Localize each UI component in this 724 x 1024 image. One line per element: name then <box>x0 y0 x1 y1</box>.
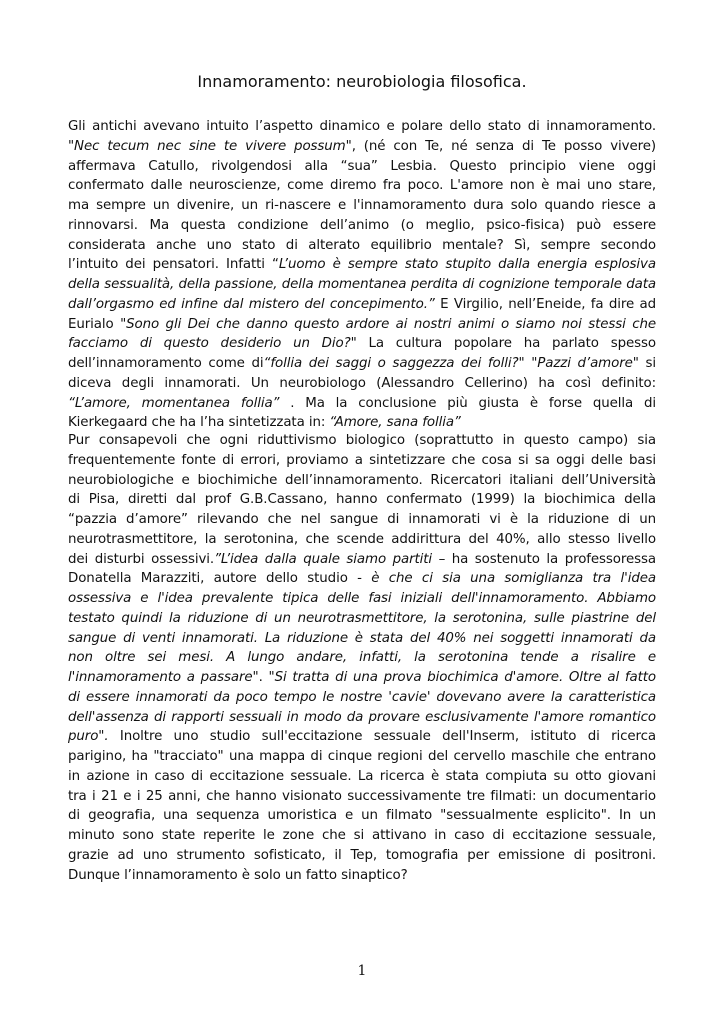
italic-quote: dall’orgasmo ed infine dal mistero del concepimento.” <box>68 296 435 312</box>
text-run: . Ma la conclusione più giusta è forse quella di <box>279 395 656 411</box>
text-line <box>68 295 656 315</box>
text-run: grazie ad uno strumento sofisticato, il Tep, tomografia per emissione di positroni. <box>68 847 656 863</box>
italic-quote: “follia dei saggi o saggezza dei folli?" "Pazzi d’amore" <box>263 356 639 371</box>
text-run: Eurialo <box>68 316 121 332</box>
text-run: Inoltre uno studio sull'eccitazione sessuale dell'Inserm, istituto di ricerca <box>108 729 656 745</box>
text-line <box>68 866 656 886</box>
text-line <box>68 530 656 550</box>
text-run: confermato dalle neuroscienze, come diremo fra poco. L'amore non è mai uno stare, <box>68 178 656 194</box>
text-line <box>68 767 656 787</box>
italic-quote: non oltre sei mesi. A lungo andare, infatti, la serotonina tende a risalire e <box>68 650 656 666</box>
italic-quote: Si tratta di una prova biochimica d'amore. Oltre al fatto <box>274 670 656 685</box>
text-line <box>68 471 656 491</box>
text-line <box>68 668 656 688</box>
text-line <box>68 727 656 747</box>
text-run: neurobiologiche e biochimiche dell’innamoramento. Ricercatori italiani dell’Università <box>68 472 656 488</box>
text-run: , (né con Te, né senza di Te posso vivere) <box>351 138 656 154</box>
text-line <box>68 137 656 157</box>
text-run: dei disturbi ossessivi. <box>68 551 215 567</box>
text-run: frequentemente fonte di errori, proviamo a sintetizzare che cosa si sa oggi delle basi <box>68 452 656 468</box>
text-run: tra i 21 e i 25 anni, che hanno visionato successivamente tre filmati: un documentario <box>68 788 656 804</box>
italic-quote: è che ci sia una somiglianza tra l'idea <box>371 571 656 587</box>
text-line <box>68 846 656 866</box>
text-run: La cultura popolare ha parlato spesso <box>356 336 656 352</box>
text-line <box>68 255 656 275</box>
text-line <box>68 354 656 374</box>
document-title: Innamoramento: neurobiologia filosofica. <box>197 72 527 91</box>
text-run: Dunque l’innamoramento è solo un fatto sinaptico? <box>68 867 408 883</box>
text-run: di geografia, una sequenza umoristica e un filmato "sessualmente esplicito". In un <box>68 808 656 824</box>
text-line <box>68 451 656 471</box>
text-run: Gli antichi avevano intuito l’aspetto dinamico e polare dello stato di innamoramento. <box>68 119 656 134</box>
text-line <box>68 275 656 295</box>
text-run: Donatella Marazziti, autore dello studio - <box>68 571 372 587</box>
italic-quote: l'innamoramento a passare <box>68 670 253 685</box>
italic-quote: “L’amore, momentanea follia” <box>68 395 280 411</box>
text-line <box>68 490 656 510</box>
text-run: E Virgilio, nell’Eneide, fa dire ad <box>434 296 656 312</box>
text-line <box>68 550 656 570</box>
text-line <box>68 629 656 649</box>
text-run: ma sempre un divenire, un ri-nascere e l'innamoramento dura solo quando riesce a <box>68 198 656 213</box>
text-run: l’intuito dei pensatori. Infatti “ <box>68 257 279 273</box>
text-run: neurotrasmettitore, la serotonina, che scende addirittura del 40%, allo stesso livello <box>68 531 656 547</box>
text-line <box>68 747 656 767</box>
paragraph-catullo <box>68 117 656 433</box>
text-run: considerata anche uno stato di alterato equilibrio mentale? Sì, sempre secondo <box>68 237 656 253</box>
text-line <box>68 315 656 335</box>
italic-quote: della sessualità, della passione, della momentanea perdita di cognizione temporale data <box>68 277 656 292</box>
paragraph-neurobiologia <box>68 431 656 885</box>
text-line <box>68 431 656 451</box>
text-line <box>68 589 656 609</box>
text-line <box>68 394 656 414</box>
text-line <box>68 708 656 728</box>
text-line <box>68 688 656 708</box>
italic-quote: puro". <box>68 729 109 745</box>
text-line <box>68 216 656 236</box>
text-line <box>68 374 656 394</box>
text-line <box>68 787 656 807</box>
text-line <box>68 117 656 137</box>
text-run: in azione in caso di eccitazione sessuale. La ricerca è stata compiuta su otto giovani <box>68 768 656 784</box>
italic-quote: "Sono gli Dei che danno questo ardore ai nostri animi o siamo noi stessi che <box>120 316 656 332</box>
text-line <box>68 196 656 216</box>
text-line <box>68 236 656 256</box>
text-run: Kierkegaard che ha l’ha sintetizzata in: <box>68 415 330 431</box>
italic-quote: L’uomo è sempre stato stupito dalla energia esplosiva <box>278 257 656 273</box>
text-run: parigino, ha "tracciato" una mappa di cinque regioni del cervello maschile che entrano <box>68 749 656 764</box>
text-run: dell’innamoramento come di <box>68 356 264 371</box>
text-line <box>68 609 656 629</box>
text-run: rinnovarsi. Ma questa condizione dell’animo (o meglio, psico-fisica) può essere <box>68 217 656 233</box>
italic-quote: "Nec tecum nec sine te vivere possum" <box>68 138 352 154</box>
text-line <box>68 826 656 846</box>
text-run: minuto sono state reperite le zone che si attivano in caso di eccitazione sessuale, <box>68 828 656 843</box>
text-line <box>68 334 656 354</box>
text-run: – ha sostenuto la professoressa <box>432 551 656 567</box>
italic-quote: ossessiva e l'idea prevalente tipica delle fasi iniziali dell'innamoramento. Abbiamo <box>68 591 656 606</box>
italic-quote: dell'assenza di rapporti sessuali in modo da provare esclusivamente l'amore romantico <box>68 709 656 725</box>
italic-quote: testato quindi la riduzione di un neurotrasmettitore, la serotonina, sulle piastrine del <box>68 610 656 626</box>
italic-quote: sangue di venti innamorati. La riduzione è stata del 40% nei soggetti innamorati da <box>68 630 656 646</box>
italic-quote: ”L’idea dalla quale siamo partiti <box>214 551 433 567</box>
text-line <box>68 648 656 668</box>
page-number: 1 <box>357 963 367 979</box>
text-run: si <box>638 356 657 371</box>
text-run: di Pisa, diretti dal prof G.B.Cassano, hanno confermato (1999) la biochimica della <box>68 492 656 508</box>
text-line <box>68 176 656 196</box>
italic-quote: facciamo di questo desiderio un Dio?" <box>68 336 357 352</box>
text-line <box>68 806 656 826</box>
text-run: “pazzia d’amore” rilevando che nel sangue di innamorati vi è la riduzione di un <box>68 512 656 527</box>
italic-quote: “Amore, sana follia” <box>329 415 461 431</box>
italic-quote: di essere innamorati da poco tempo le nostre 'cavie' dovevano avere la caratteristica <box>68 689 656 705</box>
text-run: Pur consapevoli che ogni riduttivismo biologico (soprattutto in questo campo) sia <box>68 433 656 448</box>
text-run: ". " <box>252 670 275 685</box>
text-run: affermava Catullo, rivolgendosi alla “sua” Lesbia. Questo principio viene oggi <box>68 158 656 174</box>
text-line <box>68 157 656 177</box>
text-line <box>68 569 656 589</box>
text-run: diceva degli innamorati. Un neurobiologo (Alessandro Cellerino) ha così definito: <box>68 375 656 391</box>
text-line <box>68 510 656 530</box>
